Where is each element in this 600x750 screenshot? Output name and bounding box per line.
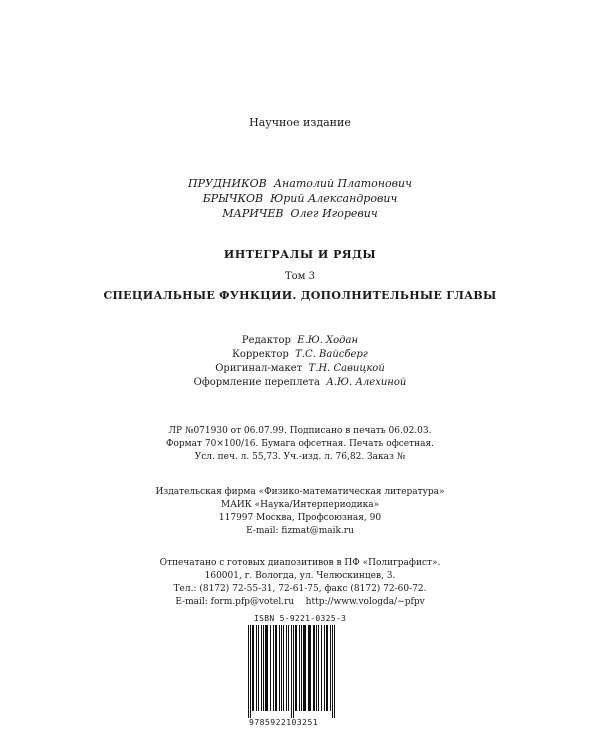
barcode-bar bbox=[321, 625, 322, 711]
staff-person: А.Ю. Алехиной bbox=[326, 377, 407, 388]
staff-role: Редактор bbox=[241, 335, 291, 346]
authors-block bbox=[0, 176, 600, 221]
barcode-bar bbox=[295, 625, 297, 711]
staff-role: Оформление переплета bbox=[193, 377, 320, 388]
barcode-bar bbox=[270, 625, 271, 711]
author-line bbox=[0, 176, 600, 191]
isbn-label: ISBN 5-9221-0325-3 bbox=[254, 614, 347, 623]
printing-house-info bbox=[0, 557, 600, 609]
barcode-bar bbox=[301, 625, 302, 711]
isbn-barcode-block bbox=[247, 614, 353, 731]
barcode-bar bbox=[265, 625, 268, 711]
publisher-line: 117997 Москва, Профсоюзная, 90 bbox=[218, 513, 382, 523]
barcode-bar bbox=[299, 625, 300, 711]
printing-contacts: E-mail: form.pfp@votel.ru http://www.vologda/~pfpv bbox=[175, 597, 425, 607]
staff-row bbox=[0, 376, 600, 390]
volume-number: Том 3 bbox=[284, 271, 315, 282]
staff-credits bbox=[0, 334, 600, 390]
barcode-bar bbox=[291, 625, 292, 718]
print-info-line: ЛР №071930 от 06.07.99. Подписано в печать 06.02.03. bbox=[168, 426, 432, 436]
author-surname: МАРИЧЕВ bbox=[222, 207, 284, 220]
author-line bbox=[0, 206, 600, 221]
barcode-bar bbox=[252, 625, 254, 711]
printing-line: Отпечатано с готовых диапозитивов в ПФ «Полиграфист». bbox=[159, 558, 441, 568]
staff-row bbox=[0, 334, 600, 348]
staff-role: Оригинал-макет bbox=[215, 363, 303, 374]
barcode-bar bbox=[273, 625, 274, 711]
staff-person: Т.Н. Савицкой bbox=[308, 363, 385, 374]
barcode-bar bbox=[303, 625, 306, 711]
barcode-bar bbox=[263, 625, 264, 711]
author-line bbox=[0, 191, 600, 206]
barcode-bar bbox=[256, 625, 257, 711]
barcode-bar bbox=[293, 625, 294, 718]
barcode-bar bbox=[313, 625, 315, 711]
barcode-bar bbox=[279, 625, 280, 711]
print-info-line: Формат 70×100/16. Бумага офсетная. Печать офсетная. bbox=[166, 439, 434, 449]
barcode-number: 9785922103251 bbox=[249, 718, 319, 727]
barcode-bar bbox=[326, 625, 328, 711]
author-name: Анатолий Платонович bbox=[273, 177, 412, 190]
print-info bbox=[0, 425, 600, 464]
barcode-bar bbox=[286, 625, 287, 711]
barcode-bar bbox=[316, 625, 317, 711]
book-subtitle: СПЕЦИАЛЬНЫЕ ФУНКЦИИ. ДОПОЛНИТЕЛЬНЫЕ ГЛАВЫ bbox=[103, 289, 497, 302]
book-title: ИНТЕГРАЛЫ И РЯДЫ bbox=[223, 248, 377, 261]
printing-line: Тел.: (8172) 72-55-31, 72-61-75, факс (8172) 72-60-72. bbox=[173, 584, 427, 594]
barcode-bar bbox=[250, 625, 251, 718]
staff-row bbox=[0, 362, 600, 376]
barcode-bar bbox=[308, 625, 311, 711]
barcode-bar bbox=[332, 625, 333, 718]
barcode-bar bbox=[324, 625, 325, 711]
barcode-bar bbox=[281, 625, 282, 711]
publisher-line: Издательская фирма «Физико-математическая литература» bbox=[155, 487, 445, 497]
publisher-line: МАИК «Наука/Интерпериодика» bbox=[220, 500, 380, 510]
staff-row bbox=[0, 348, 600, 362]
publisher-email: E-mail: fizmat@maik.ru bbox=[246, 526, 354, 536]
print-info-line: Усл. печ. л. 55,73. Уч.-изд. л. 76,82. Заказ № bbox=[194, 452, 406, 462]
edition-type: Научное издание bbox=[249, 116, 351, 129]
barcode-bar bbox=[288, 625, 289, 711]
barcode-bar bbox=[334, 625, 335, 718]
author-name: Олег Игоревич bbox=[290, 207, 378, 220]
barcode-bar bbox=[283, 625, 284, 711]
staff-role: Корректор bbox=[232, 349, 289, 360]
barcode-bar bbox=[261, 625, 262, 711]
author-surname: БРЫЧКОВ bbox=[202, 192, 264, 205]
publisher-info bbox=[0, 486, 600, 538]
barcode-icon bbox=[247, 625, 353, 718]
barcode-bar bbox=[318, 625, 319, 711]
barcode-bar bbox=[330, 625, 331, 711]
printing-line: 160001, г. Вологда, ул. Челюскинцев, 3. bbox=[204, 571, 396, 581]
staff-person: Е.Ю. Ходан bbox=[297, 335, 359, 346]
barcode-bar bbox=[275, 625, 277, 711]
staff-person: Т.С. Вайсберг bbox=[295, 349, 368, 360]
author-name: Юрий Александрович bbox=[270, 192, 398, 205]
barcode-bar bbox=[258, 625, 259, 711]
author-surname: ПРУДНИКОВ bbox=[188, 177, 267, 190]
barcode-bar bbox=[248, 625, 249, 718]
